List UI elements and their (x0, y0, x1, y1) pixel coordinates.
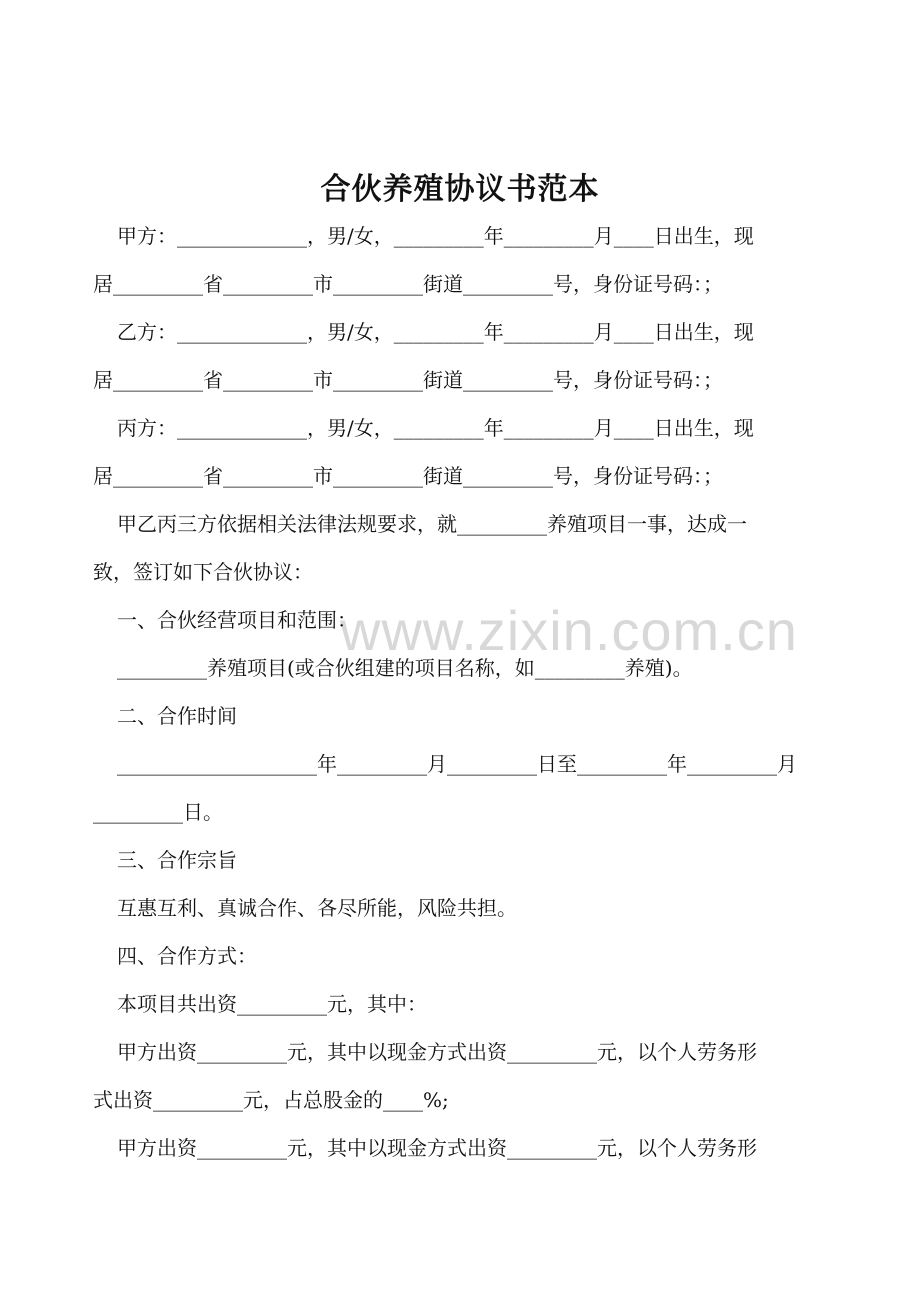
section-1-body: _________养殖项目(或合伙组建的项目名称，如_________养殖)。 (117, 656, 693, 680)
watermark: www.zixin.com.cn (340, 599, 798, 662)
section-2-heading: 二、合作时间 (117, 704, 237, 728)
party-c-line-2: 居_________省_________市_________街道_________号，身份证号码：； (93, 464, 723, 488)
agreement-intro-line-1: 甲乙丙三方依据相关法律法规要求，就_________养殖项目一事，达成一 (117, 512, 747, 536)
party-a-investment-line-1: 甲方出资_________元，其中以现金方式出资_________元，以个人劳务形 (117, 1040, 757, 1064)
party-b-line-2: 居_________省_________市_________街道_________号，身份证号码：； (93, 368, 723, 392)
party-a-line-2: 居_________省_________市_________街道_________号，身份证号码：； (93, 272, 723, 296)
party-b-line-1: 乙方：_____________，男/女，_________年_________月____日出生，现 (117, 320, 754, 344)
party-a-investment-line-2: 式出资_________元，占总股金的____%; (93, 1088, 449, 1112)
section-4-total: 本项目共出资_________元，其中： (117, 992, 427, 1016)
section-1-heading: 一、合伙经营项目和范围： (117, 608, 357, 632)
document-title: 合伙养殖协议书范本 (320, 172, 600, 207)
section-3-body: 互惠互利、真诚合作、各尽所能，风险共担。 (117, 896, 517, 920)
section-3-heading: 三、合作宗旨 (117, 848, 237, 872)
section-2-body-line-1: ____________________年_________月_________日至_________年_________月 (117, 752, 797, 776)
section-4-heading: 四、合作方式： (117, 944, 257, 968)
party-c-line-1: 丙方：_____________，男/女，_________年_________月____日出生，现 (117, 416, 754, 440)
section-2-body-line-2: _________日。 (93, 800, 223, 824)
party-a-line-1: 甲方：_____________，男/女，_________年_________月____日出生，现 (117, 224, 754, 248)
party-investment-line-3: 甲方出资_________元，其中以现金方式出资_________元，以个人劳务形 (117, 1136, 757, 1160)
agreement-intro-line-2: 致，签订如下合伙协议： (93, 560, 313, 584)
